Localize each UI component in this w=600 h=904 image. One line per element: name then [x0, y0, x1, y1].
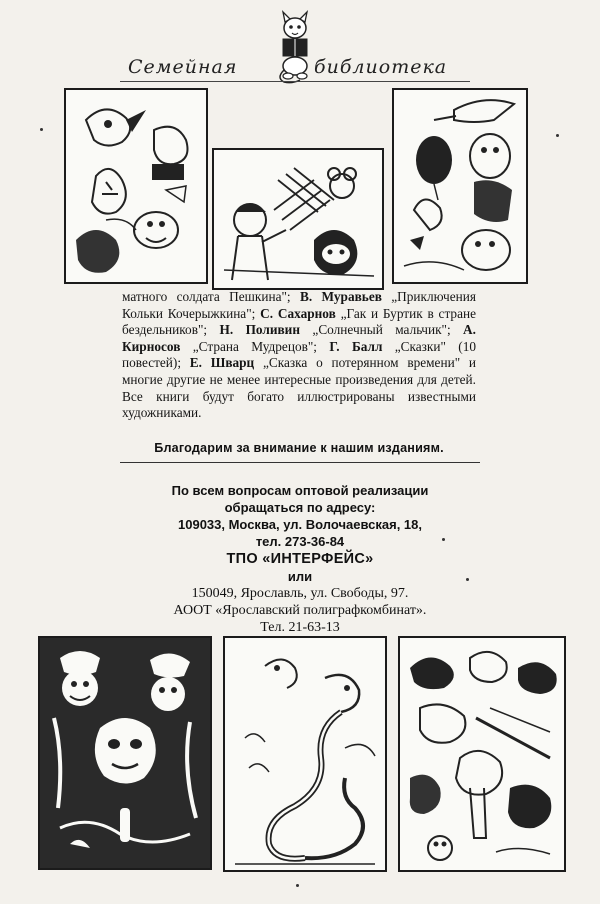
text-segment: „Сказка о потерянном времени" и многие другие не менее интересные произведения для детей. Все книги будут богато иллюстрированы известными художниками.	[122, 355, 476, 421]
print-speck	[466, 578, 469, 581]
text-segment: матного солдата Пешкина";	[122, 289, 300, 304]
moscow-phone: тел. 273-36-84	[255, 534, 345, 549]
yaroslavl-address: 150049, Ярославль, ул. Свободы, 97.	[191, 586, 409, 601]
illustration-bottom-left	[38, 636, 212, 870]
author-name: Н. Поливин	[219, 322, 301, 338]
author-name: В. Муравьев	[299, 289, 382, 304]
serpent-cartoon-icon	[225, 638, 385, 870]
print-speck	[556, 134, 559, 137]
illustration-top-middle	[212, 148, 384, 290]
yaroslavl-company: АООТ «Ярославский полиграфкомбинат».	[173, 603, 427, 618]
pirates-cartoon-icon	[40, 638, 210, 868]
print-speck	[442, 538, 445, 541]
contact-intro-2: обращаться по адресу:	[224, 500, 376, 515]
author-name: Г. Балл	[329, 338, 383, 354]
moscow-address: 109033, Москва, ул. Волочаевская, 18,	[178, 517, 422, 532]
contact-intro: По всем вопросам оптовой реализации	[171, 483, 429, 498]
section-divider	[120, 462, 480, 463]
series-title-left: Семейная	[128, 56, 238, 78]
series-header	[120, 48, 470, 90]
author-name: С. Сахарнов	[260, 305, 336, 321]
text-segment: „Сказки" (10 повестей);	[122, 338, 476, 371]
contact-block	[120, 482, 480, 636]
book-list-paragraph	[122, 289, 476, 422]
print-speck	[296, 884, 299, 887]
birds-balloon-cartoon-icon	[394, 90, 526, 282]
illustration-top-right	[392, 88, 528, 284]
author-name: А. Кирносов	[122, 322, 476, 354]
boy-mouse-cartoon-icon	[214, 150, 382, 288]
header-rule	[120, 81, 470, 82]
yaroslavl-phone: Тел. 21-63-13	[260, 620, 340, 635]
text-segment: „Страна Мудрецов";	[180, 338, 330, 354]
illustration-top-left	[64, 88, 208, 284]
company-name: ТПО «ИНТЕРФЕЙС»	[226, 551, 374, 567]
illustration-bottom-middle	[223, 636, 387, 872]
author-name: Е. Шварц	[189, 355, 255, 371]
text-segment: „Солнечный мальчик";	[300, 322, 464, 338]
print-speck	[40, 128, 43, 131]
parrot-cartoon-icon	[66, 90, 206, 282]
series-title-right: библиотека	[314, 56, 448, 78]
book-list-text	[122, 289, 476, 422]
cat-mascot-icon	[270, 8, 320, 86]
or-separator: или	[287, 569, 313, 584]
thanks-line: Благодарим за внимание к нашим изданиям.	[154, 441, 444, 455]
illustration-bottom-right	[398, 636, 566, 872]
text-segment: „Гак и Буртик в стране бездельников";	[122, 305, 476, 338]
text-segment: „Приключения Кольки Кочерыжкина";	[122, 289, 476, 321]
creatures-crowd-cartoon-icon	[400, 638, 564, 870]
